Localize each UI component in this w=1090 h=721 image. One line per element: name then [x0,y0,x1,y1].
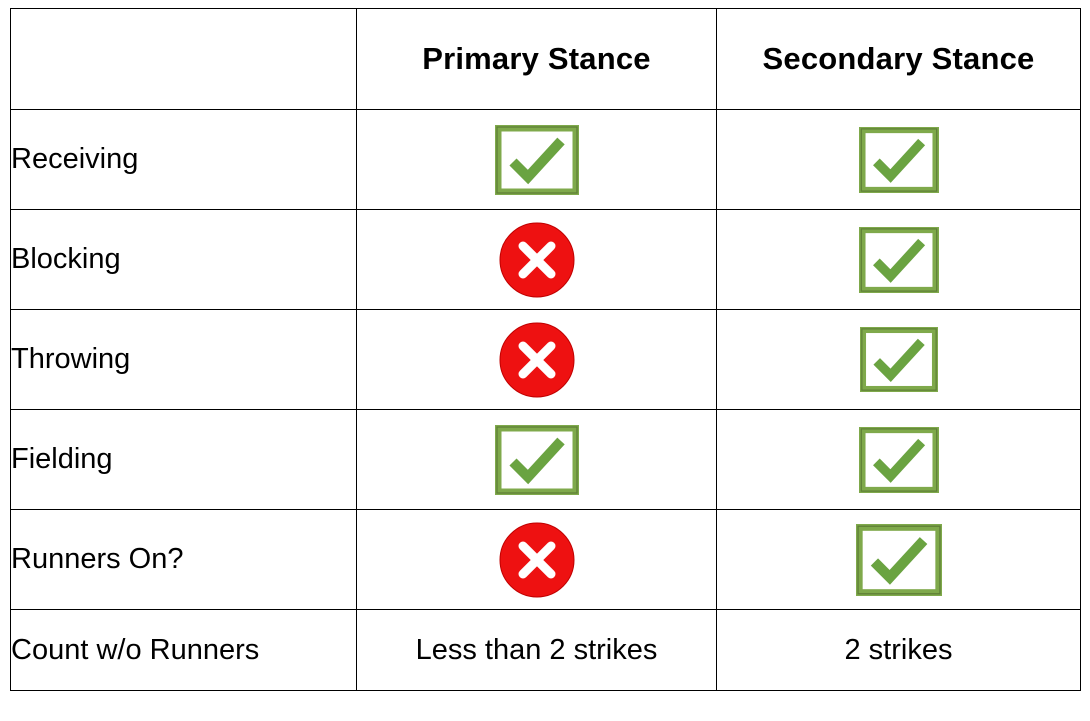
row-label-blocking: Blocking [11,210,357,310]
cell-blocking-secondary [717,210,1081,310]
column-header-secondary-stance: Secondary Stance [717,9,1081,110]
table-row [11,610,1081,691]
cross-circle-icon [498,221,576,299]
table-row [11,510,1081,610]
check-icon [495,125,579,195]
cell-runners-on-secondary [717,510,1081,610]
stance-comparison-table [10,8,1081,691]
table-header-row [11,9,1081,110]
check-icon [859,227,939,293]
column-header-primary-stance: Primary Stance [357,9,717,110]
row-label-receiving: Receiving [11,110,357,210]
check-icon [859,427,939,493]
table-row [11,210,1081,310]
row-label-runners-on: Runners On? [11,510,357,610]
column-header-blank [11,9,357,110]
check-icon [856,524,942,596]
cross-circle-icon [498,521,576,599]
cell-count-primary: Less than 2 strikes [357,610,717,691]
row-label-throwing: Throwing [11,310,357,410]
check-icon [860,327,938,392]
cell-receiving-primary [357,110,717,210]
table-row [11,410,1081,510]
cell-throwing-secondary [717,310,1081,410]
table-row [11,310,1081,410]
check-icon [495,425,579,495]
cell-receiving-secondary [717,110,1081,210]
row-label-count-wo-runners: Count w/o Runners [11,610,357,691]
cell-runners-on-primary [357,510,717,610]
row-label-fielding: Fielding [11,410,357,510]
cell-throwing-primary [357,310,717,410]
cell-fielding-secondary [717,410,1081,510]
cross-circle-icon [498,321,576,399]
cell-blocking-primary [357,210,717,310]
table-row [11,110,1081,210]
cell-count-secondary: 2 strikes [717,610,1081,691]
cell-fielding-primary [357,410,717,510]
check-icon [859,127,939,193]
